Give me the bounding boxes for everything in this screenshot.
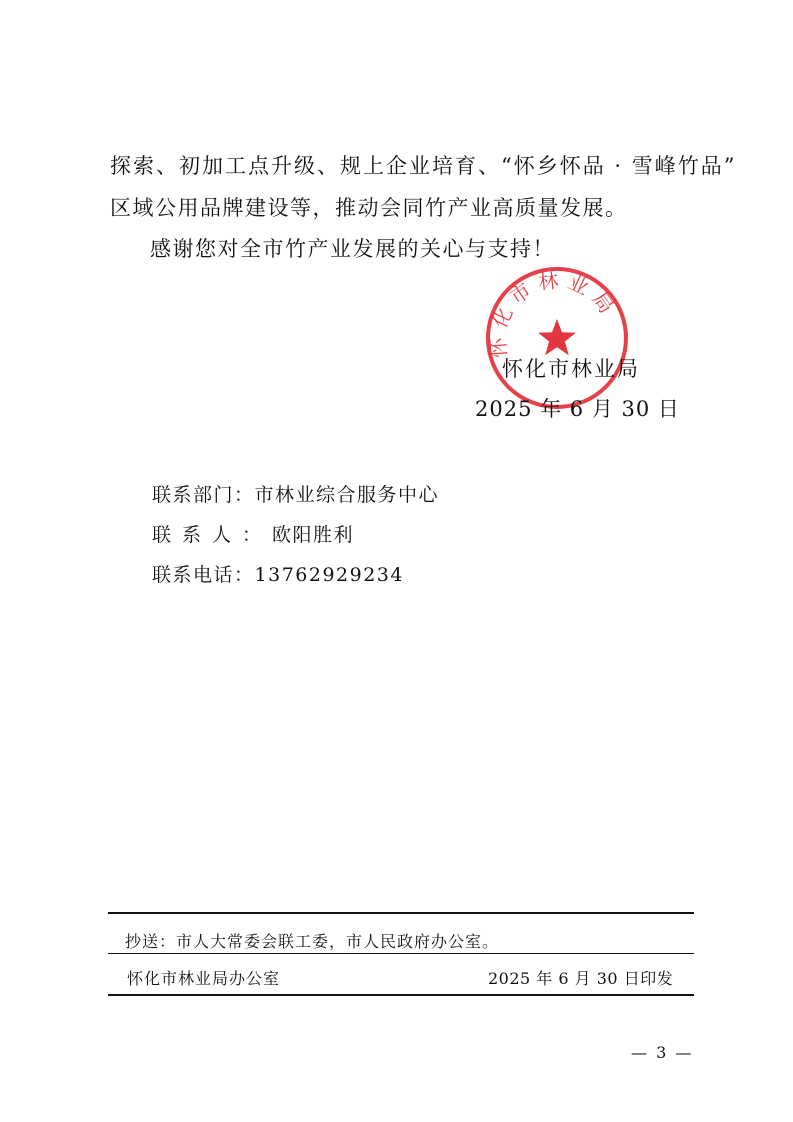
contact-department-value: 市林业综合服务中心	[254, 484, 440, 506]
signature-organization: 怀化市林业局	[502, 357, 640, 381]
contact-person-label: 联系人：	[152, 524, 273, 546]
footer-bottom-rule	[108, 994, 694, 996]
signature-date: 2025 年 6 月 30 日	[475, 397, 680, 421]
contact-phone	[152, 560, 404, 587]
contact-person	[152, 520, 354, 547]
contact-department-label: 联系部门：	[152, 484, 255, 506]
contact-person-value: 欧阳胜利	[272, 524, 355, 546]
contact-department	[152, 480, 439, 507]
contact-phone-label: 联系电话：	[152, 564, 255, 586]
contact-phone-value: 13762929234	[254, 564, 404, 586]
cc-line: 抄送：市人大常委会联工委，市人民政府办公室。	[125, 932, 500, 951]
footer-top-rule	[108, 912, 694, 914]
seal-star-icon	[538, 319, 576, 355]
print-date: 2025 年 6 月 30 日印发	[488, 969, 674, 988]
page-number: — 3 —	[631, 1043, 694, 1062]
official-seal	[484, 265, 630, 411]
body-paragraph-line-2: 区域公用品牌建设等，推动会同竹产业高质量发展。	[110, 196, 628, 220]
footer-middle-rule	[108, 953, 694, 954]
seal-text: 怀化市林业局	[485, 267, 623, 359]
closing-thanks: 感谢您对全市竹产业发展的关心与支持！	[150, 237, 555, 261]
issuing-office: 怀化市林业局办公室	[127, 969, 281, 988]
body-paragraph-line-1: 探索、初加工点升级、规上企业培育、“怀乡怀品 · 雪峰竹品”	[110, 154, 737, 178]
